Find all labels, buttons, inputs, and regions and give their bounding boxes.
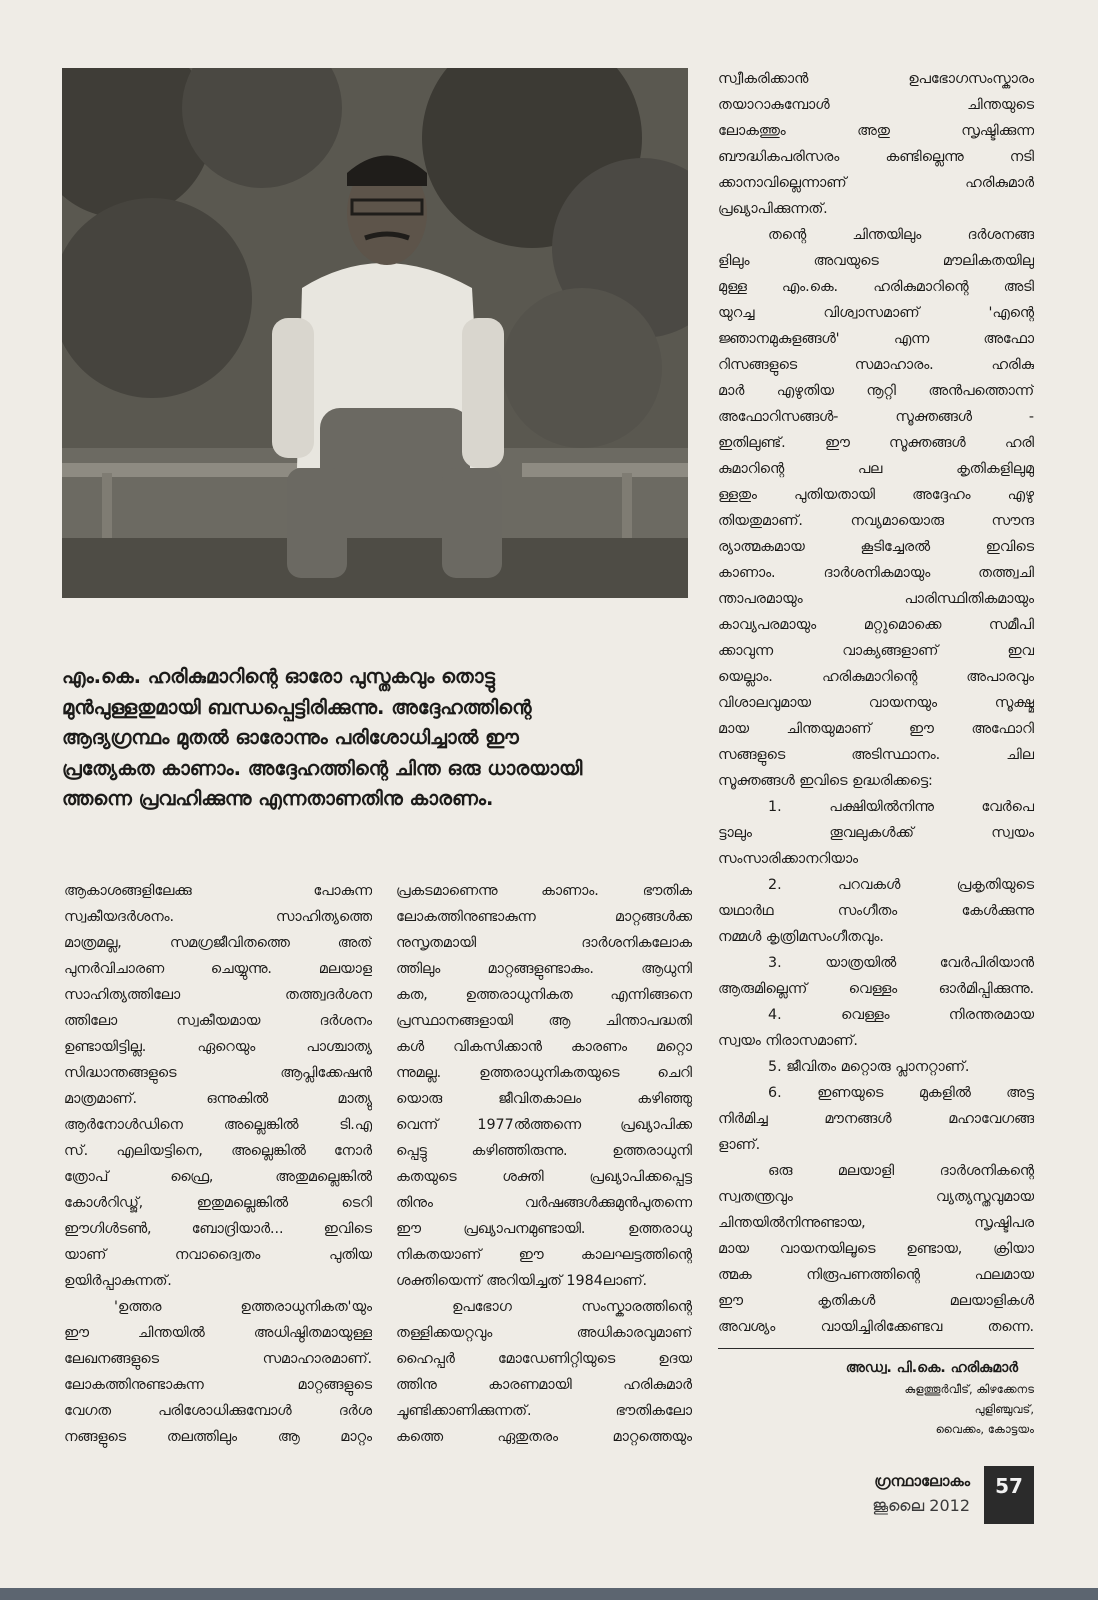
text-line: ത്മക നിരൂപണത്തിന്റെ ഫലമായ — [718, 1267, 1034, 1283]
text-line: ലോകത്തിനുണ്ടാകുന്ന മാറ്റങ്ങളുടെ — [64, 1377, 372, 1393]
article-column-middle — [396, 878, 692, 1450]
text-line: ഒരു മലയാളി ദാർശനികന്റെ — [768, 1163, 1034, 1179]
page-number — [984, 1466, 1034, 1524]
aphorism-line: നിർമിച്ച മൗനങ്ങൾ മഹാവേഗങ്ങ — [718, 1111, 1034, 1127]
text-line: നങ്ങളുടെ തലത്തിലും ആ മാറ്റം — [64, 1429, 372, 1445]
article-column-right — [718, 66, 1034, 1340]
aphorism-line: സംസാരിക്കാനറിയാം — [718, 851, 859, 867]
aphorism-line: ളാണ്. — [718, 1137, 761, 1153]
aphorism-line: 5. ജീവിതം മറ്റൊരു പ്ലാനറ്റാണ്. — [768, 1059, 970, 1075]
text-line: പ്രഖ്യാപിക്കുന്നത്. — [718, 201, 828, 217]
text-line: നുസൃതമായി ദാർശനികലോക — [396, 935, 692, 951]
text-line: മാത്രമല്ല, സമഗ്രജീവിതത്തെ അത് — [64, 935, 372, 951]
pull-quote-line: ആദ്യഗ്രന്ഥം മുതൽ ഓരോന്നും പരിശോധിച്ചാൽ ഈ — [62, 726, 519, 749]
text-line: 'ഉത്തര ഉത്തരാധുനികത'യും — [114, 1299, 372, 1315]
text-line: മുള്ള എം.കെ. ഹരികുമാറിന്റെ അടി — [718, 279, 1034, 295]
text-line: കോൾറിഡ്ജ്, ഇതുമല്ലെങ്കിൽ ടെറി — [64, 1195, 372, 1211]
author-address-line: കുളത്തൂർവീട്, കിഴക്കേനട — [904, 1382, 1034, 1396]
aphorism-line: ആരുമില്ലെന്ന് വെള്ളം ഓർമിപ്പിക്കുന്നു. — [718, 981, 1034, 997]
text-line: സ്വീകരിക്കാൻ ഉപഭോഗസംസ്കാരം — [718, 71, 1034, 87]
text-line: ന്നുമല്ല. ഉത്തരാധുനികതയുടെ ചെറി — [396, 1065, 692, 1081]
aphorism-line: 3. യാത്രയിൽ വേർപിരിയാൻ — [768, 955, 1034, 971]
aphorism-line: നമ്മൾ കൃത്രിമസംഗീതവും. — [718, 929, 884, 945]
pull-quote-line: ത്തന്നെ പ്രവഹിക്കുന്നു എന്നതാണതിനു കാരണം. — [62, 787, 494, 810]
text-line: ത്തിലും മാറ്റങ്ങളുണ്ടാകും. ആധുനി — [396, 961, 692, 977]
text-line: സാഹിത്യത്തിലോ തത്ത്വദർശന — [64, 987, 372, 1003]
author-address-line: പുളിഞ്ചുവട്, — [974, 1402, 1034, 1416]
issue-date: ജൂലൈ 2012 — [872, 1496, 970, 1515]
text-line: കാവ്യപരമായും മറ്റുമൊക്കെ സമീപി — [718, 617, 1034, 633]
text-line: ളിലും അവയുടെ മൗലികതയിലു — [718, 253, 1034, 269]
text-line: കത, ഉത്തരാധുനികത എന്നിങ്ങനെ — [396, 987, 692, 1003]
pull-quote — [62, 662, 682, 815]
text-line: തന്റെ ചിന്തയിലും ദർശനങ്ങ — [768, 227, 1034, 243]
text-line: യാണ് നവാദ്വൈതം പുതിയ — [64, 1247, 372, 1263]
text-line: ഉപഭോഗ സംസ്കാരത്തിന്റെ — [452, 1299, 692, 1315]
signature-block — [718, 1348, 1034, 1439]
pull-quote-line: എം.കെ. ഹരികുമാറിന്റെ ഓരോ പുസ്തകവും തൊട്ടു — [62, 665, 495, 688]
text-line: ആർനോൾഡിനെ അല്ലെങ്കിൽ ടി.എ — [64, 1117, 372, 1133]
text-line: കുമാറിന്റെ പല കൃതികളിലുമു — [718, 461, 1034, 477]
text-line: ജ്ഞാനമുകുളങ്ങൾ' എന്ന അഫോ — [718, 331, 1034, 347]
text-line: തള്ളിക്കയറ്റവും അധികാരവുമാണ് — [396, 1325, 692, 1341]
text-line: ക്കാവുന്ന വാക്യങ്ങളാണ് ഇവ — [718, 643, 1034, 659]
aphorism-line: ട്ടാലും തൂവലുകൾക്ക് സ്വയം — [718, 825, 1034, 841]
text-line: ചിന്തയിൽനിന്നുണ്ടായ, സൃഷ്ടിപര — [718, 1215, 1034, 1231]
text-line: തിയതുമാണ്. നവ്യമായൊരു സൗന്ദ — [718, 513, 1034, 529]
text-line: ള്ളതും പുതിയതായി അദ്ദേഹം എഴു — [718, 487, 1034, 503]
aphorism-line: 6. ഇണയുടെ മുകളിൽ അട്ട — [768, 1085, 1034, 1101]
signature-rule — [718, 1348, 1034, 1349]
text-line: സിദ്ധാന്തങ്ങളുടെ ആപ്ലിക്കേഷൻ — [64, 1065, 372, 1081]
pull-quote-line: മുൻപുള്ളതുമായി ബന്ധപ്പെട്ടിരിക്കുന്നു. അദ്ദേഹത്തിന്റെ — [62, 695, 532, 719]
text-line: ബൗദ്ധികപരിസരം കണ്ടില്ലെന്നു നടി — [718, 149, 1034, 165]
text-line: ശക്തിയെന്ന് അറിയിച്ചത് 1984ലാണ്. — [396, 1273, 648, 1289]
text-line: പുനർവിചാരണ ചെയ്യുന്നു. മലയാള — [64, 961, 372, 977]
text-line: ഉണ്ടായിട്ടില്ല. ഏറെയും പാശ്ചാത്യ — [64, 1039, 372, 1055]
text-line: ഇതിലുണ്ട്. ഈ സൂക്തങ്ങൾ ഹരി — [718, 435, 1034, 451]
text-line: മായ ചിന്തയുമാണ് ഈ അഫോറി — [718, 721, 1034, 737]
text-line: മാർ എഴുതിയ നൂറ്റി അൻപത്തൊന്ന് — [718, 383, 1034, 399]
text-line: അഫോറിസങ്ങൾ- സൂക്തങ്ങൾ - — [718, 409, 1034, 425]
scan-edge — [0, 1588, 1098, 1600]
text-line: സങ്ങളുടെ അടിസ്ഥാനം. ചില — [718, 747, 1034, 763]
text-line: ത്തിനു കാരണമായി ഹരികുമാർ — [396, 1377, 692, 1393]
text-line: ഉയിർപ്പാകുന്നത്. — [64, 1273, 172, 1289]
text-line: യുറച്ച വിശ്വാസമാണ് 'എന്റെ — [718, 305, 1034, 321]
text-line: ത്രോപ് ഫ്രൈ, അതുമല്ലെങ്കിൽ — [64, 1169, 372, 1185]
aphorism-line: 1. പക്ഷിയിൽനിന്നു വേർപെ — [768, 799, 1034, 815]
text-line: പ്രകടമാണെന്നു കാണാം. ഭൗതിക — [396, 883, 692, 899]
text-line: ക്കാനാവില്ലെന്നാണ് ഹരികുമാർ — [718, 175, 1034, 191]
author-photo-illustration — [62, 68, 688, 598]
author-photo — [62, 68, 688, 598]
aphorism-line: യഥാർഥ സംഗീതം കേൾക്കുന്നു — [718, 903, 1034, 919]
text-line: ന്താപരമായും പാരിസ്ഥിതികമായും — [718, 591, 1034, 607]
text-line: ഈ പ്രഖ്യാപനമുണ്ടായി. ഉത്തരാധു — [396, 1221, 692, 1237]
text-line: യെല്ലാം. ഹരികുമാറിന്റെ അപാരവും — [718, 669, 1034, 685]
text-line: ഈഗിൾടൺ, ബോദ്രിയാർ... ഇവിടെ — [64, 1221, 372, 1237]
text-line: സ്വകീയദർശനം. സാഹിത്യത്തെ — [64, 909, 372, 925]
page-number-text: 57 — [995, 1474, 1023, 1498]
text-line: പ്പെട്ടു കഴിഞ്ഞിരുന്നു. ഉത്തരാധുനി — [396, 1143, 692, 1159]
text-line: റിസങ്ങളുടെ സമാഹാരം. ഹരികു — [718, 357, 1034, 373]
text-line: തയാറാകുമ്പോൾ ചിന്തയുടെ — [718, 97, 1034, 113]
text-line: ത്തിലോ സ്വകീയമായ ദർശനം — [64, 1013, 372, 1029]
text-line: ആകാശങ്ങളിലേക്കു പോകുന്ന — [64, 883, 372, 899]
text-line: കൾ വികസിക്കാൻ കാരണം മറ്റൊ — [396, 1039, 692, 1055]
article-column-left — [64, 878, 372, 1450]
text-line: ഈ ചിന്തയിൽ അധിഷ്ഠിതമായുള്ള — [64, 1325, 372, 1341]
text-line: ലേഖനങ്ങളുടെ സമാഹാരമാണ്. — [64, 1351, 372, 1367]
text-line: മാത്രമാണ്. ഒന്നുകിൽ മാത്യു — [64, 1091, 372, 1107]
aphorism-line: സ്വയം നിരാസമാണ്. — [718, 1033, 858, 1049]
text-line: സൂക്തങ്ങൾ ഇവിടെ ഉദ്ധരിക്കട്ടെ: — [718, 773, 933, 789]
aphorism-line: 4. വെള്ളം നിരന്തരമായ — [768, 1007, 1034, 1023]
text-line: ഈ കൃതികൾ മലയാളികൾ — [718, 1293, 1034, 1309]
text-line: വിശാലവുമായ വായനയും സൂക്ഷ്മ — [718, 695, 1034, 711]
text-line: ഹൈപ്പർ മോഡേണിറ്റിയുടെ ഉദയ — [396, 1351, 692, 1367]
text-line: ലോകത്തിനുണ്ടാകുന്ന മാറ്റങ്ങൾക്ക — [396, 909, 692, 925]
text-line: സ്വതന്ത്രവും വ്യത്യസ്തവുമായ — [718, 1189, 1034, 1205]
text-line: യൊരു ജീവിതകാലം കഴിഞ്ഞു — [396, 1091, 692, 1107]
pull-quote-line: പ്രത്യേകത കാണാം. അദ്ദേഹത്തിന്റെ ചിന്ത ഒരു ധാരയായി — [62, 756, 583, 780]
aphorism-line: 2. പറവകൾ പ്രകൃതിയുടെ — [768, 877, 1034, 893]
text-line: കാണാം. ദാർശനികമായും തത്ത്വചി — [718, 565, 1034, 581]
text-line: കതയുടെ ശക്തി പ്രഖ്യാപിക്കപ്പെട്ട — [396, 1169, 692, 1185]
text-line: മായ വായനയിലൂടെ ഉണ്ടായ, ക്രിയാ — [718, 1241, 1034, 1257]
text-line: തിനും വർഷങ്ങൾക്കുമുൻപുതന്നെ — [396, 1195, 692, 1211]
author-signature: അഡ്വ. പി.കെ. ഹരികുമാർ — [845, 1360, 1018, 1376]
text-line: ചൂണ്ടിക്കാണിക്കുന്നത്. ഭൗതികലോ — [396, 1403, 692, 1419]
author-address-line: വൈക്കം, കോട്ടയം — [935, 1422, 1034, 1436]
text-line: പ്രസ്ഥാനങ്ങളായി ആ ചിന്താപദ്ധതി — [396, 1013, 692, 1029]
text-line: അവശ്യം വായിച്ചിരിക്കേണ്ടവ തന്നെ. — [718, 1319, 1034, 1335]
magazine-name: ഗ്രന്ഥാലോകം — [874, 1472, 970, 1490]
text-line: വേഗത പരിശോധിക്കുമ്പോൾ ദർശ — [64, 1403, 372, 1419]
text-line: നികതയാണ് ഈ കാലഘട്ടത്തിന്റെ — [396, 1247, 692, 1263]
text-line: ര്യാത്മകമായ കൂടിച്ചേരൽ ഇവിടെ — [718, 539, 1034, 555]
text-line: വെന്ന് 1977ൽത്തന്നെ പ്രഖ്യാപിക്ക — [396, 1117, 692, 1133]
text-line: സ്. എലിയട്ടിനെ, അല്ലെങ്കിൽ നോർ — [64, 1143, 372, 1159]
text-line: കത്തെ ഏതുതരം മാറ്റത്തെയും — [396, 1429, 692, 1445]
text-line: ലോകത്തും അതു സൃഷ്ടിക്കുന്ന — [718, 123, 1034, 139]
